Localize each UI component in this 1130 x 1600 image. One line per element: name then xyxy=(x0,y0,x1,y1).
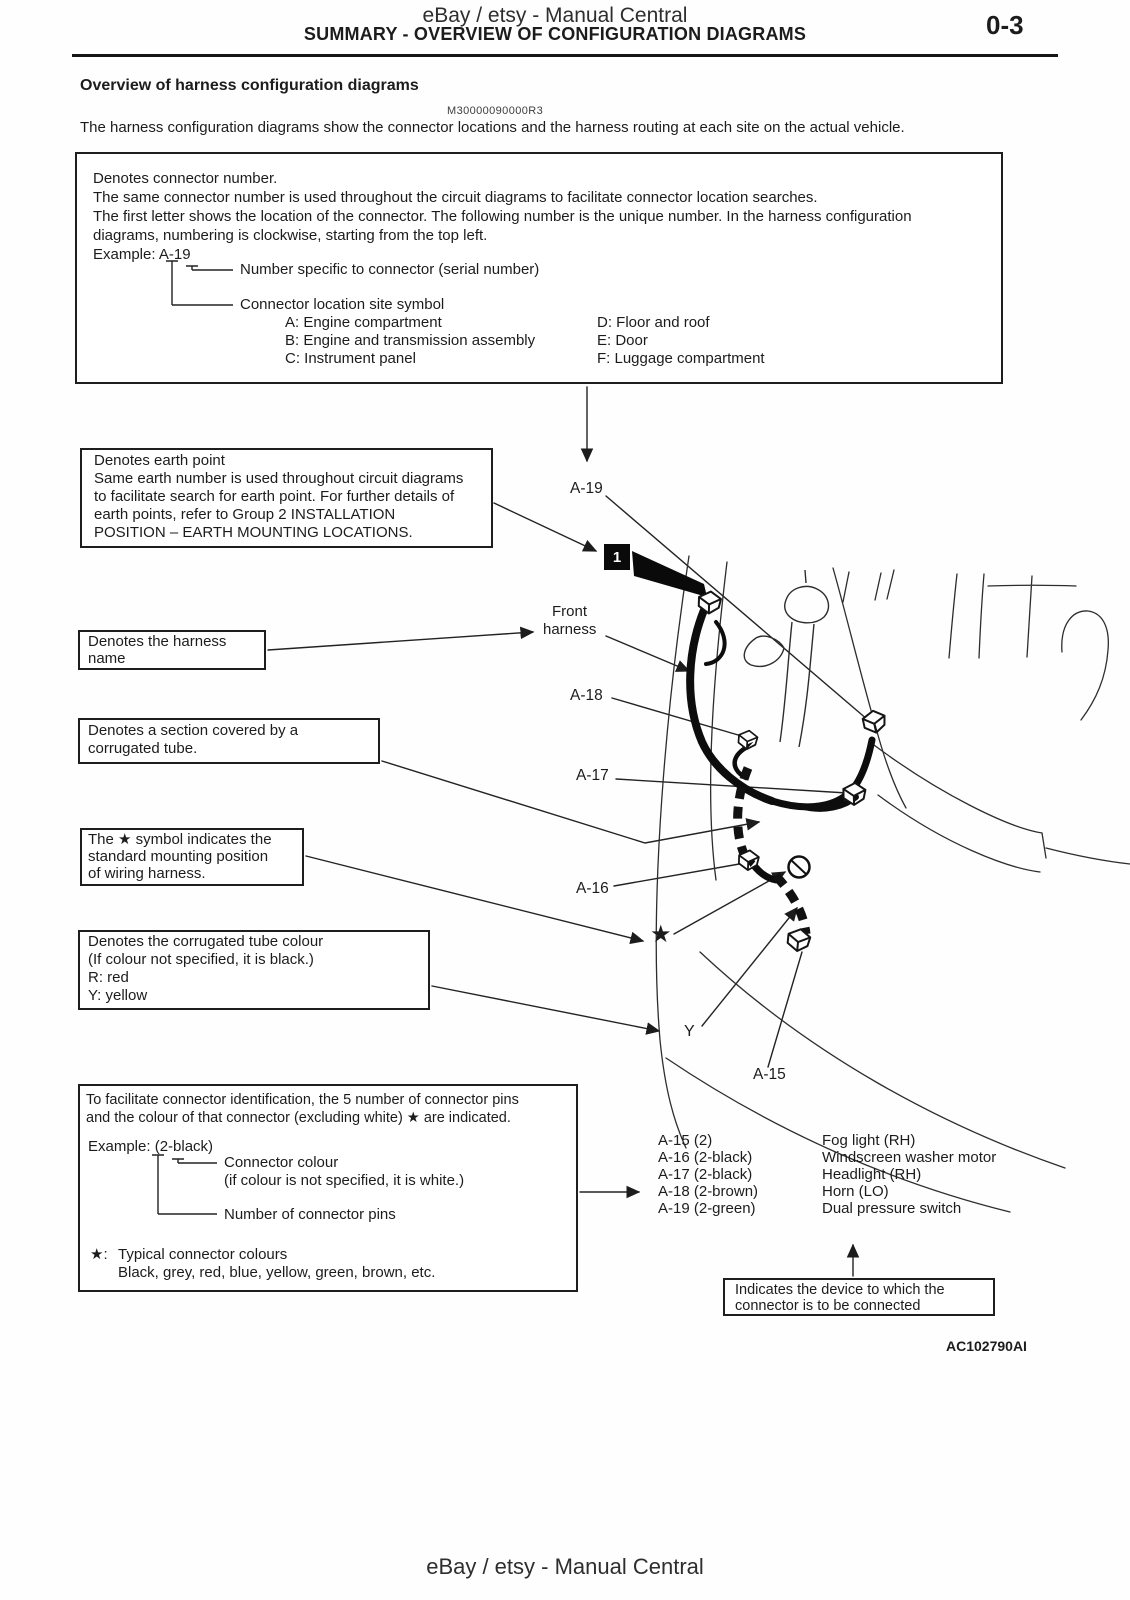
earth-marker-badge: 1 xyxy=(604,544,630,570)
site-symbol: A: Engine compartment xyxy=(285,314,442,331)
callout-site-symbol: Connector location site symbol xyxy=(240,296,445,313)
box-line: R: red xyxy=(88,969,129,986)
box-line: Denotes a section covered by a xyxy=(88,722,299,739)
box-line: POSITION – EARTH MOUNTING LOCATIONS. xyxy=(94,524,413,541)
callout-connector-colour-note: (if colour is not specified, it is white.) xyxy=(224,1172,465,1189)
box-line: The ★ symbol indicates the xyxy=(88,831,272,848)
site-symbol: C: Instrument panel xyxy=(285,350,416,367)
star-note-line: Black, grey, red, blue, yellow, green, brown, etc. xyxy=(118,1264,436,1281)
box-line: standard mounting position xyxy=(88,848,269,865)
box-line: and the colour of that connector (excluding white) ★ are indicated. xyxy=(86,1110,511,1126)
callout-pin-count: Number of connector pins xyxy=(224,1206,396,1223)
connector-id: A-16 (2-black) xyxy=(658,1149,753,1166)
site-symbol: F: Luggage compartment xyxy=(597,350,765,367)
box-line: diagrams, numbering is clockwise, starting from the top left. xyxy=(93,227,488,244)
box-line: Denotes the corrugated tube colour xyxy=(88,933,324,950)
box-line: to facilitate search for earth point. For further details of xyxy=(94,488,455,505)
doc-code: M30000090000R3 xyxy=(447,105,544,117)
washer-bottle xyxy=(744,570,828,747)
label-a15: A-15 xyxy=(753,1066,786,1083)
connector-id: A-18 (2-brown) xyxy=(658,1183,759,1200)
label-a19: A-19 xyxy=(570,480,603,497)
box-line: Example: A-19 xyxy=(93,246,191,263)
box-line: To facilitate connector identification, the 5 number of connector pins xyxy=(86,1092,519,1108)
watermark-header: eBay / etsy - Manual Central xyxy=(422,4,688,27)
box-line: (If colour not specified, it is black.) xyxy=(88,951,314,968)
figure-code: AC102790AI xyxy=(946,1338,1027,1354)
corrugated-tube-dashes xyxy=(738,768,806,934)
callout-connector-colour: Connector colour xyxy=(224,1154,339,1171)
box-line: Denotes the harness xyxy=(88,633,227,650)
site-symbol: B: Engine and transmission assembly xyxy=(285,332,536,349)
box-line: Y: yellow xyxy=(88,987,148,1004)
box-line: corrugated tube. xyxy=(88,740,198,757)
connector-device: Horn (LO) xyxy=(822,1183,889,1200)
earth-wedge xyxy=(632,551,707,597)
page-number: 0-3 xyxy=(986,10,1024,40)
label-a16: A-16 xyxy=(576,880,609,897)
box-line: earth points, refer to Group 2 INSTALLATION xyxy=(94,506,396,523)
page-title: SUMMARY - OVERVIEW OF CONFIGURATION DIAGRAMS xyxy=(303,24,807,44)
box-line: of wiring harness. xyxy=(88,865,206,882)
connector-id: A-15 (2) xyxy=(658,1132,713,1149)
intro-body: The harness configuration diagrams show the connector locations and the harness routing at each site on the actual vehicle. xyxy=(80,119,905,136)
label-front-harness: harness xyxy=(543,621,597,638)
label-y: Y xyxy=(684,1023,695,1040)
box-line: Denotes connector number. xyxy=(93,170,278,187)
callout-serial-number: Number specific to connector (serial number) xyxy=(240,261,540,278)
harness xyxy=(690,610,872,880)
site-symbol: D: Floor and roof xyxy=(597,314,710,331)
vehicle-body-lines xyxy=(656,556,1130,1212)
box-line: Indicates the device to which the xyxy=(735,1282,945,1298)
connector-device: Fog light (RH) xyxy=(822,1132,916,1149)
box-line: The same connector number is used throughout the circuit diagrams to facilitate connector location searches. xyxy=(93,189,818,206)
box-line: name xyxy=(88,650,126,667)
site-symbol: E: Door xyxy=(597,332,648,349)
box-line: Example: (2-black) xyxy=(88,1138,214,1155)
connector-device: Headlight (RH) xyxy=(822,1166,922,1183)
label-a18: A-18 xyxy=(570,687,603,704)
label-a17: A-17 xyxy=(576,767,609,784)
box-line: The first letter shows the location of the connector. The following number is the unique number. In the harness configuration xyxy=(93,208,912,225)
star-symbol: ★ xyxy=(650,921,672,948)
label-front-harness: Front xyxy=(552,603,588,620)
connector-id: A-19 (2-green) xyxy=(658,1200,756,1217)
header-rule xyxy=(72,54,1058,57)
mounting-clip xyxy=(789,857,810,878)
star-note-marker: ★: xyxy=(90,1246,108,1263)
box-line: Same earth number is used throughout circuit diagrams xyxy=(94,470,464,487)
connector-cubes xyxy=(697,590,886,953)
box-line: connector is to be connected xyxy=(735,1298,921,1314)
connector-device: Dual pressure switch xyxy=(822,1200,962,1217)
box-line: Denotes earth point xyxy=(94,452,225,469)
star-note-line: Typical connector colours xyxy=(118,1246,288,1263)
connector-device: Windscreen washer motor xyxy=(822,1149,997,1166)
connector-id: A-17 (2-black) xyxy=(658,1166,753,1183)
section-heading: Overview of harness configuration diagrams xyxy=(80,77,419,94)
watermark-footer: eBay / etsy - Manual Central xyxy=(426,1554,704,1579)
